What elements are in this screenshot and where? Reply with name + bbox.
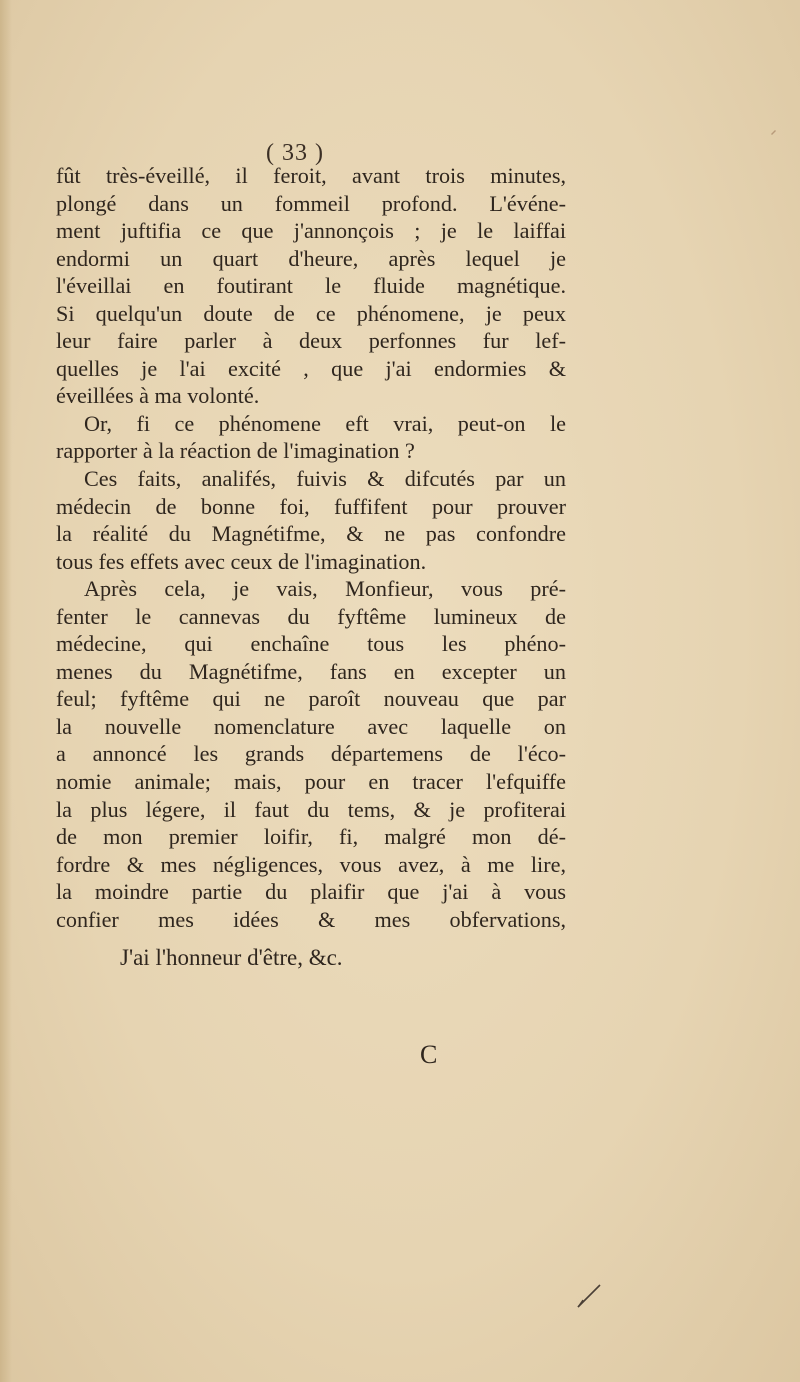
text-line: plongé dans un fommeil profond. L'événe- — [56, 190, 566, 216]
text-line: Or, fi ce phénomene eft vrai, peut-on le — [84, 410, 566, 436]
text-line: rapporter à la réaction de l'imagination ? — [56, 438, 415, 464]
text-line: la moindre partie du plaifir que j'ai à vous — [56, 879, 566, 905]
signature-letter: C — [420, 1040, 438, 1069]
text-line: feul; fyftême qui ne paroît nouveau que par — [56, 686, 566, 712]
text-line: ment juftifia ce que j'annonçois ; je le laiffai — [56, 218, 566, 244]
pencil-mark-icon — [575, 1282, 603, 1310]
text-line: confier mes idées & mes obfervations, — [56, 906, 566, 932]
text-line: quelles je l'ai excité , que j'ai endormies & — [56, 355, 566, 381]
text-line: Après cela, je vais, Monfieur, vous pré- — [84, 576, 566, 602]
closing-salutation: J'ai l'honneur d'être, &c. — [120, 945, 343, 970]
text-line: endormi un quart d'heure, après lequel je — [56, 245, 566, 271]
text-line: Si quelqu'un doute de ce phénomene, je peux — [56, 300, 566, 326]
text-line: la nouvelle nomenclature avec laquelle on — [56, 713, 566, 739]
text-line: la réalité du Magnétifme, & ne pas confondre — [56, 521, 566, 547]
text-line: la plus légere, il faut du tems, & je profiterai — [56, 796, 566, 822]
text-line: fût très-éveillé, il feroit, avant trois minutes, — [56, 163, 566, 188]
text-line: médecin de bonne foi, fuffifent pour prouver — [56, 493, 566, 519]
text-line: éveillées à ma volonté. — [56, 383, 260, 409]
text-line: a annoncé les grands départemens de l'éco- — [56, 741, 566, 767]
text-line: leur faire parler à deux perfonnes fur lef- — [56, 328, 566, 354]
text-line: menes du Magnétifme, fans en excepter un — [56, 658, 566, 684]
text-line: tous fes effets avec ceux de l'imagination. — [56, 548, 427, 574]
text-line: de mon premier loifir, fi, malgré mon dé- — [56, 824, 566, 850]
text-line: médecine, qui enchaîne tous les phéno- — [56, 631, 566, 657]
ink-speck-icon — [770, 128, 778, 136]
page-number: ( 33 ) — [266, 140, 324, 166]
text-line: nomie animale; mais, pour en tracer l'efquiffe — [56, 769, 566, 795]
page-edge-shadow — [0, 0, 12, 1382]
text-line: fenter le cannevas du fyftême lumineux de — [56, 603, 566, 629]
text-line: l'éveillai en foutirant le fluide magnétique. — [56, 273, 566, 299]
body-text — [56, 162, 566, 933]
text-line: fordre & mes négligences, vous avez, à me lire, — [56, 851, 566, 877]
text-line: Ces faits, analifés, fuivis & difcutés par un — [84, 466, 566, 492]
